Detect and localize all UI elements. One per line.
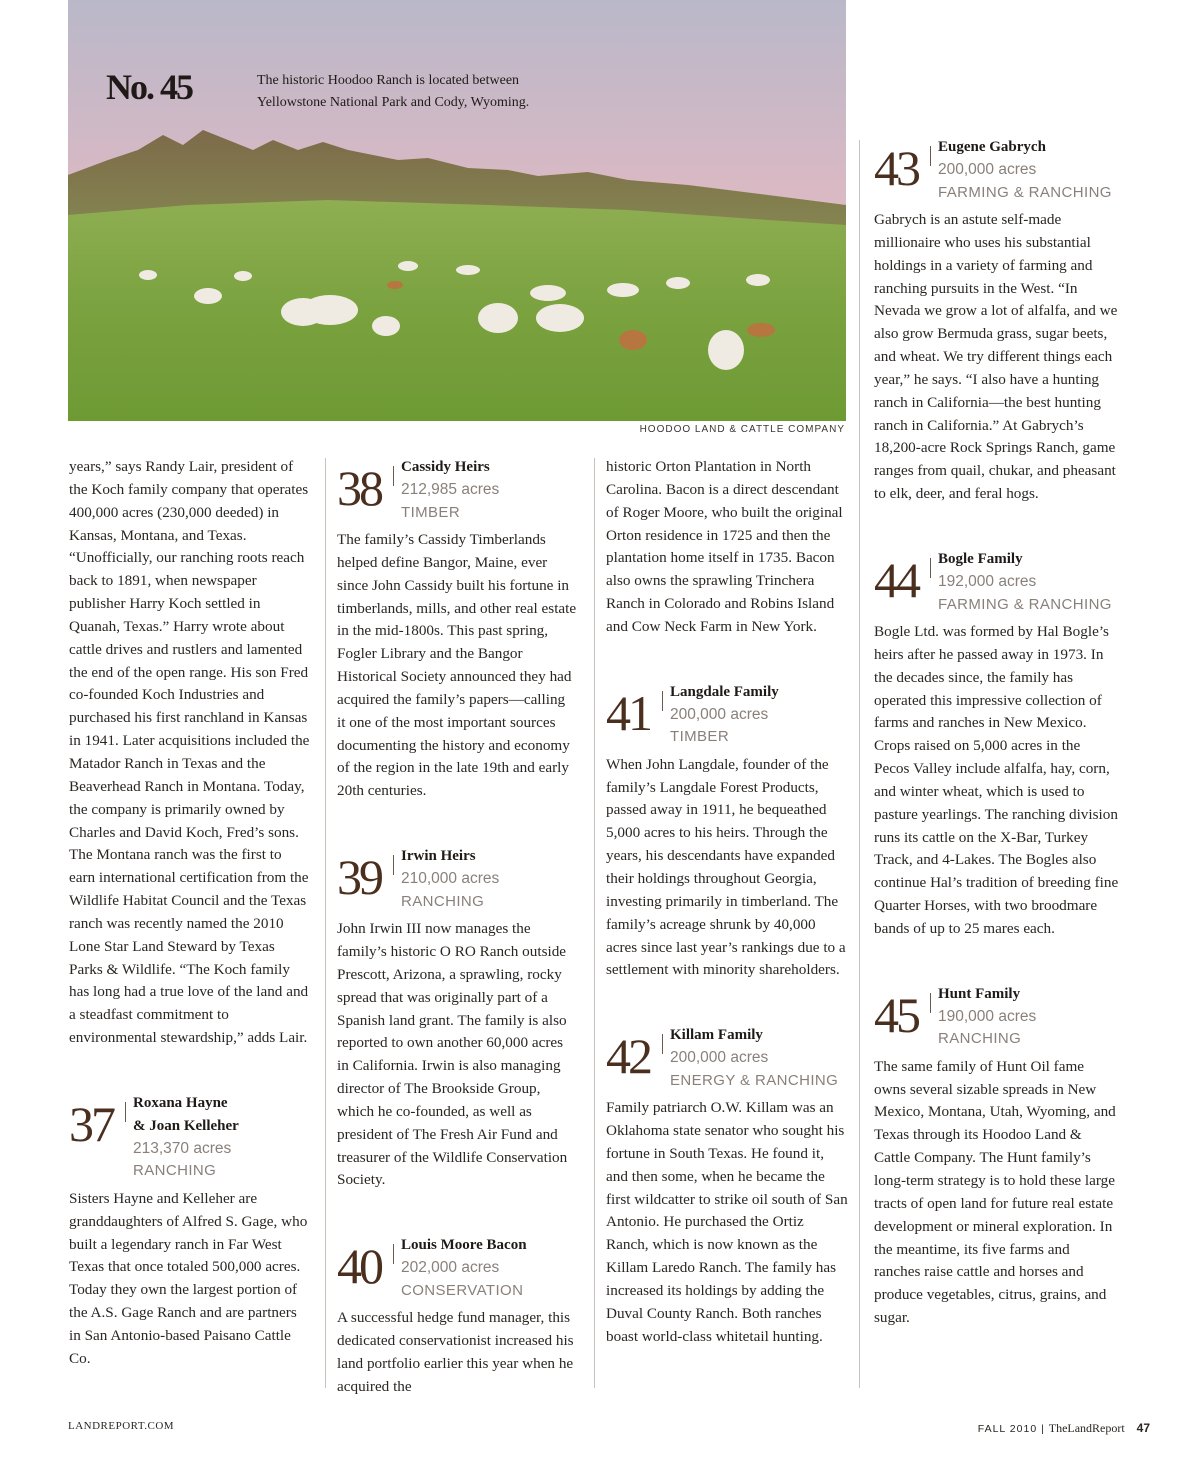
entry-body: The family’s Cassidy Timberlands helped define Bangor, Maine, ever since John Cassidy built his fortune in timberlands, mills, and other real estate in the mid-1800s. This past spring, Fogler Library and the Bangor Historical Society announced they had acquired the family’s papers—calling it one of the most important sources documenting the history and economy of the region in the late 19th and early 20th centuries. <box>337 531 577 800</box>
owner-name: Roxana Hayne <box>133 1094 228 1111</box>
spacer <box>337 803 577 849</box>
entry-header <box>606 685 848 754</box>
entry-body: John Irwin III now manages the family’s historic O RO Ranch outside Prescott, Arizona, a sprawling, rocky spread that was originally part of a Spanish land grant. The family is also reported to own another 60,000 acres in California. Irwin is also managing director of The Brookside Group, which he co-founded, as well as president of The Fresh Air Fund and treasurer of the Wildlife Conservation Society. <box>337 920 568 1189</box>
entry-meta <box>938 136 1112 205</box>
entry-43 <box>874 140 1119 506</box>
rank-number: 38 <box>337 460 381 516</box>
rank-number: 40 <box>337 1238 381 1295</box>
acreage: 212,985 acres <box>401 480 500 498</box>
entry-meta <box>133 1092 239 1183</box>
rank-divider <box>930 993 931 1013</box>
rank-divider <box>930 558 931 578</box>
page-number: 47 <box>1136 1421 1150 1435</box>
category: TIMBER <box>401 503 461 521</box>
entry-meta <box>401 1234 527 1303</box>
entry-header <box>874 987 1119 1056</box>
entry-body: Family patriarch O.W. Killam was an Oklahoma state senator who sought his fortune in South Texas. He found it, and then some, when he became the first wildcatter to strike oil south of San Antonio. He purchased the Ortiz Ranch, which is now known as the Killam Laredo Ranch. The family has increased its holdings by adding the Duval County Ranch. Both ranches boast world-class whitetail hunting. <box>606 1099 848 1345</box>
entry-40 <box>337 1238 577 1398</box>
owner-name: Langdale Family <box>670 683 779 700</box>
acreage: 192,000 acres <box>938 572 1037 590</box>
category: CONSERVATION <box>401 1281 524 1299</box>
entry-42 <box>606 1028 848 1348</box>
column-3 <box>606 456 848 1348</box>
footer-folio <box>978 1421 1150 1436</box>
column-rule <box>594 458 595 1388</box>
entry-meta <box>401 456 499 525</box>
spacer <box>337 1192 577 1238</box>
owner-name: Killam Family <box>670 1027 763 1044</box>
spacer <box>874 941 1119 987</box>
owner-name-line-2: & Joan Kelleher <box>133 1117 239 1134</box>
spacer <box>874 506 1119 552</box>
rank-divider <box>125 1102 126 1122</box>
entry-41 <box>606 685 848 982</box>
acreage: 213,370 acres <box>133 1139 232 1157</box>
category: TIMBER <box>670 728 730 746</box>
column-2 <box>337 460 577 1399</box>
owner-name: Irwin Heirs <box>401 848 476 865</box>
rank-number: 43 <box>874 140 918 196</box>
category: FARMING & RANCHING <box>938 595 1112 613</box>
rank-number: 44 <box>874 551 918 608</box>
entry-45 <box>874 987 1119 1330</box>
rank-divider <box>662 1034 663 1054</box>
ranking-number: No. 45 <box>106 67 192 107</box>
entry-body: When John Langdale, founder of the family’s Langdale Forest Products, passed away in 1911, he bequeathed 5,000 acres to his heirs. Through the years, his descendants have expanded their holdings throughout Georgia, investing primarily in timberland. The family’s acreage shrunk by 40,000 acres since last year’s rankings due to a settlement with minority shareholders. <box>606 755 846 979</box>
magazine-name: TheLandReport <box>1048 1421 1125 1435</box>
entry-header <box>69 1096 311 1188</box>
issue-date: FALL 2010 | <box>977 1423 1045 1435</box>
spacer <box>606 982 848 1028</box>
spacer <box>69 1050 311 1096</box>
category: RANCHING <box>401 892 485 910</box>
entry-body: A successful hedge fund manager, this dedicated conservationist increased his land portfolio earlier this year when he acquired the <box>337 1309 574 1395</box>
rank-divider <box>662 691 663 711</box>
entry-header <box>606 1028 848 1097</box>
acreage: 200,000 acres <box>670 705 769 723</box>
entry-body: Gabrych is an astute self-made millionaire who uses his substantial holdings in a variety of farming and ranching pursuits in the West. “In Nevada we grow a lot of alfalfa, and we also grow Bermuda grass, sugar beets, and wheat. We try different things each year,” he says. “I also have a hunting ranch in California—the best hunting ranch in California.” At Gabrych’s 18,200-acre Rock Springs Ranch, game ranges from quail, chukar, and pheasant to elk, deer, and feral hogs. <box>874 211 1118 503</box>
rank-divider <box>393 1244 394 1264</box>
acreage: 202,000 acres <box>401 1259 500 1277</box>
footer-website: LANDREPORT.COM <box>68 1420 175 1432</box>
entry-header <box>337 849 577 918</box>
rank-number: 42 <box>606 1028 650 1085</box>
entry-header <box>337 460 577 529</box>
entry-meta <box>670 1024 838 1093</box>
owner-name: Cassidy Heirs <box>401 459 490 475</box>
acreage: 200,000 acres <box>938 160 1037 178</box>
rank-divider <box>393 466 394 486</box>
spacer <box>606 639 848 685</box>
category: ENERGY & RANCHING <box>670 1071 839 1089</box>
column-4 <box>874 140 1119 1330</box>
article-continuation: years,” says Randy Lair, president of the Koch family company that operates 400,000 acres (230,000 deeded) in Kansas, Montana, and Texas. “Unofficially, our ranching roots reach back to 1891, when newspaper publisher Harry Koch settled in Quanah, Texas.” Harry wrote about cattle drives and rustlers and lamented the end of the open range. His son Fred co-founded Koch Industries and purchased his first ranchland in Kansas in 1941. Later acquisitions included the Matador Ranch in Texas and the Beaverhead Ranch in Montana. Today, the company is primarily owned by Charles and David Koch, Fred’s sons. The Montana ranch was the first to earn international certification from the Wildlife Habitat Council and the Texas ranch was recently named the 2010 Lone Star Land Steward by Texas Parks & Wildlife. “The Koch family has long had a true love of the land and a steadfast commitment to environmental stewardship,” adds Lair. <box>69 458 310 1047</box>
rank-divider <box>393 855 394 875</box>
entry-header <box>337 1238 577 1307</box>
owner-name: Hunt Family <box>938 985 1021 1002</box>
acreage: 200,000 acres <box>670 1049 769 1067</box>
entry-meta <box>938 983 1036 1052</box>
rank-number: 45 <box>874 986 918 1043</box>
acreage: 210,000 acres <box>401 869 500 887</box>
acreage: 190,000 acres <box>938 1007 1037 1025</box>
hero-photo <box>68 0 846 421</box>
column-rule <box>859 140 860 1388</box>
entry-header <box>874 140 1119 209</box>
category: RANCHING <box>938 1030 1022 1048</box>
entry-meta <box>401 845 499 914</box>
entry-body: Sisters Hayne and Kelleher are granddaughters of Alfred S. Gage, who built a legendary ranch in Far West Texas that once totaled 500,000 acres. Today they own the largest portion of the A.S. Gage Ranch and are partners in San Antonio-based Paisano Cattle Co. <box>69 1189 308 1367</box>
rank-number: 39 <box>337 849 381 906</box>
article-continuation: historic Orton Plantation in North Carolina. Bacon is a direct descendant of Roger Moore, who built the original Orton residence in 1725 and then the plantation home itself in 1735. Bacon also owns the sprawling Trinchera Ranch in Colorado and Robins Island and Cow Neck Farm in New York. <box>606 458 843 635</box>
owner-name: Eugene Gabrych <box>938 139 1046 155</box>
entry-meta <box>938 548 1112 617</box>
column-rule <box>325 458 326 1388</box>
rank-divider <box>930 146 931 166</box>
rank-number: 37 <box>69 1095 113 1152</box>
entry-39 <box>337 849 577 1192</box>
entry-body: Bogle Ltd. was formed by Hal Bogle’s heirs after he passed away in 1973. In the decades since, the family has operated this impressive collection of farms and ranches in New Mexico. Crops raised on 5,000 acres in the Pecos Valley include alfalfa, hay, corn, and winter wheat, which is used to pasture yearlings. The ranching division runs its cattle on the X-Bar, Turkey Track, and 4-Lakes. The Bogles also continue Hal’s tradition of breeding fine Quarter Horses, with two broodmare bands of up to 25 mares each. <box>874 622 1119 937</box>
entry-38 <box>337 460 577 803</box>
ranch-landscape-image <box>68 0 846 421</box>
category: FARMING & RANCHING <box>938 183 1112 201</box>
photo-credit: HOODOO LAND & CATTLE COMPANY <box>639 424 845 435</box>
photo-caption: The historic Hoodoo Ranch is located between Yellowstone National Park and Cody, Wyoming. <box>257 73 530 110</box>
category: RANCHING <box>133 1162 217 1180</box>
owner-name: Bogle Family <box>938 550 1023 567</box>
entry-body: The same family of Hunt Oil fame owns several sizable spreads in New Mexico, Montana, Utah, Wyoming, and Texas through its Hoodoo Land & Cattle Company. The Hunt family’s long-term strategy is to hold these large tracts of open land for future real estate development or mineral exploration. In the meantime, its five farms and ranches raise cattle and horses and produce vegetables, citrus, grains, and sugar. <box>874 1057 1116 1327</box>
entry-header <box>874 552 1119 621</box>
column-1 <box>69 456 311 1371</box>
entry-meta <box>670 681 779 750</box>
entry-44 <box>874 552 1119 941</box>
owner-name: Louis Moore Bacon <box>401 1237 527 1254</box>
entry-37 <box>69 1096 311 1371</box>
rank-number: 41 <box>606 684 650 741</box>
